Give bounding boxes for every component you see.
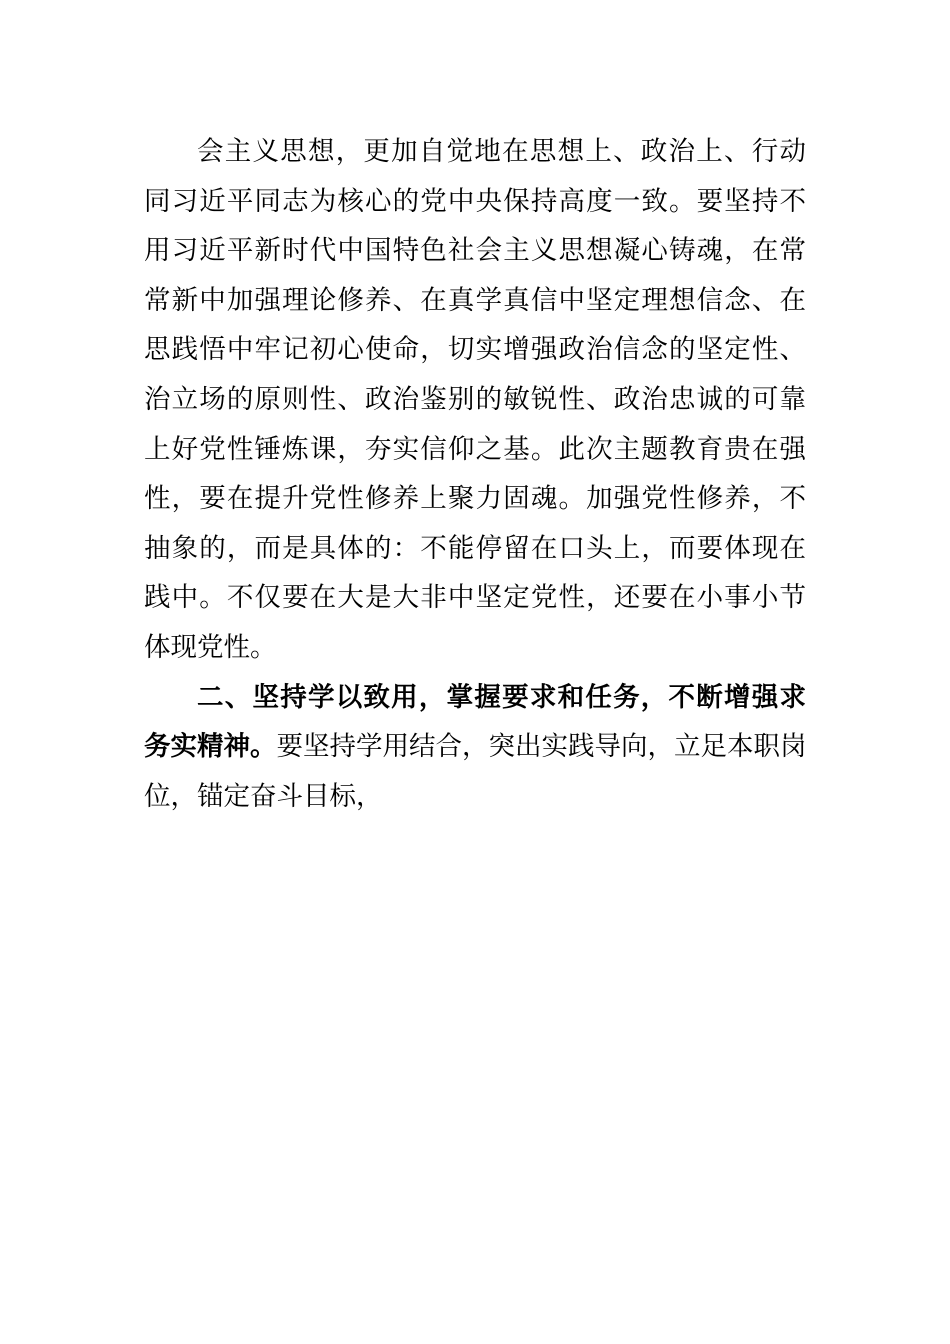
document-body bbox=[144, 127, 806, 821]
section-heading-line-2: 务实精神。 bbox=[144, 731, 277, 763]
section-heading-line-1: 二、坚持学以致用，掌握要求和任务，不断增强求 bbox=[197, 681, 806, 713]
paragraph-2-line-2 bbox=[144, 722, 806, 772]
paragraph-1-line-2: 同习近平同志为核心的党中央保持高度一致。要坚持不 bbox=[144, 185, 806, 217]
paragraph-1-line-11: 体现党性。 bbox=[144, 631, 277, 663]
paragraph-1-line-4: 常新中加强理论修养、在真学真信中坚定理想信念、在 bbox=[144, 284, 806, 316]
paragraph-1-line-7: 上好党性锤炼课，夯实信仰之基。此次主题教育贵在强 bbox=[144, 433, 806, 465]
paragraph-1-line-10: 践中。不仅要在大是大非中坚定党性，还要在小事小节 bbox=[144, 582, 806, 614]
paragraph-2-line-3: 位，锚定奋斗目标， bbox=[144, 780, 383, 812]
paragraph-1-line-9: 抽象的，而是具体的：不能停留在口头上，而要体现在 bbox=[144, 532, 806, 564]
paragraph-1-line-3: 用习近平新时代中国特色社会主义思想凝心铸魂，在常 bbox=[144, 235, 806, 267]
paragraph-2-line-2-text: 要坚持学用结合，突出实践导向，立足本职岗 bbox=[276, 731, 807, 763]
paragraph-1-line-5: 思践悟中牢记初心使命，切实增强政治信念的坚定性、 bbox=[144, 334, 806, 366]
paragraph-1-line-1: 会主义思想，更加自觉地在思想上、政治上、行动 bbox=[197, 136, 806, 167]
paragraph-1-line-8: 性，要在提升党性修养上聚力固魂。加强党性修养，不 bbox=[144, 483, 806, 515]
paragraph-1-line-6: 治立场的原则性、政治鉴别的敏锐性、政治忠诚的可靠 bbox=[144, 383, 806, 415]
